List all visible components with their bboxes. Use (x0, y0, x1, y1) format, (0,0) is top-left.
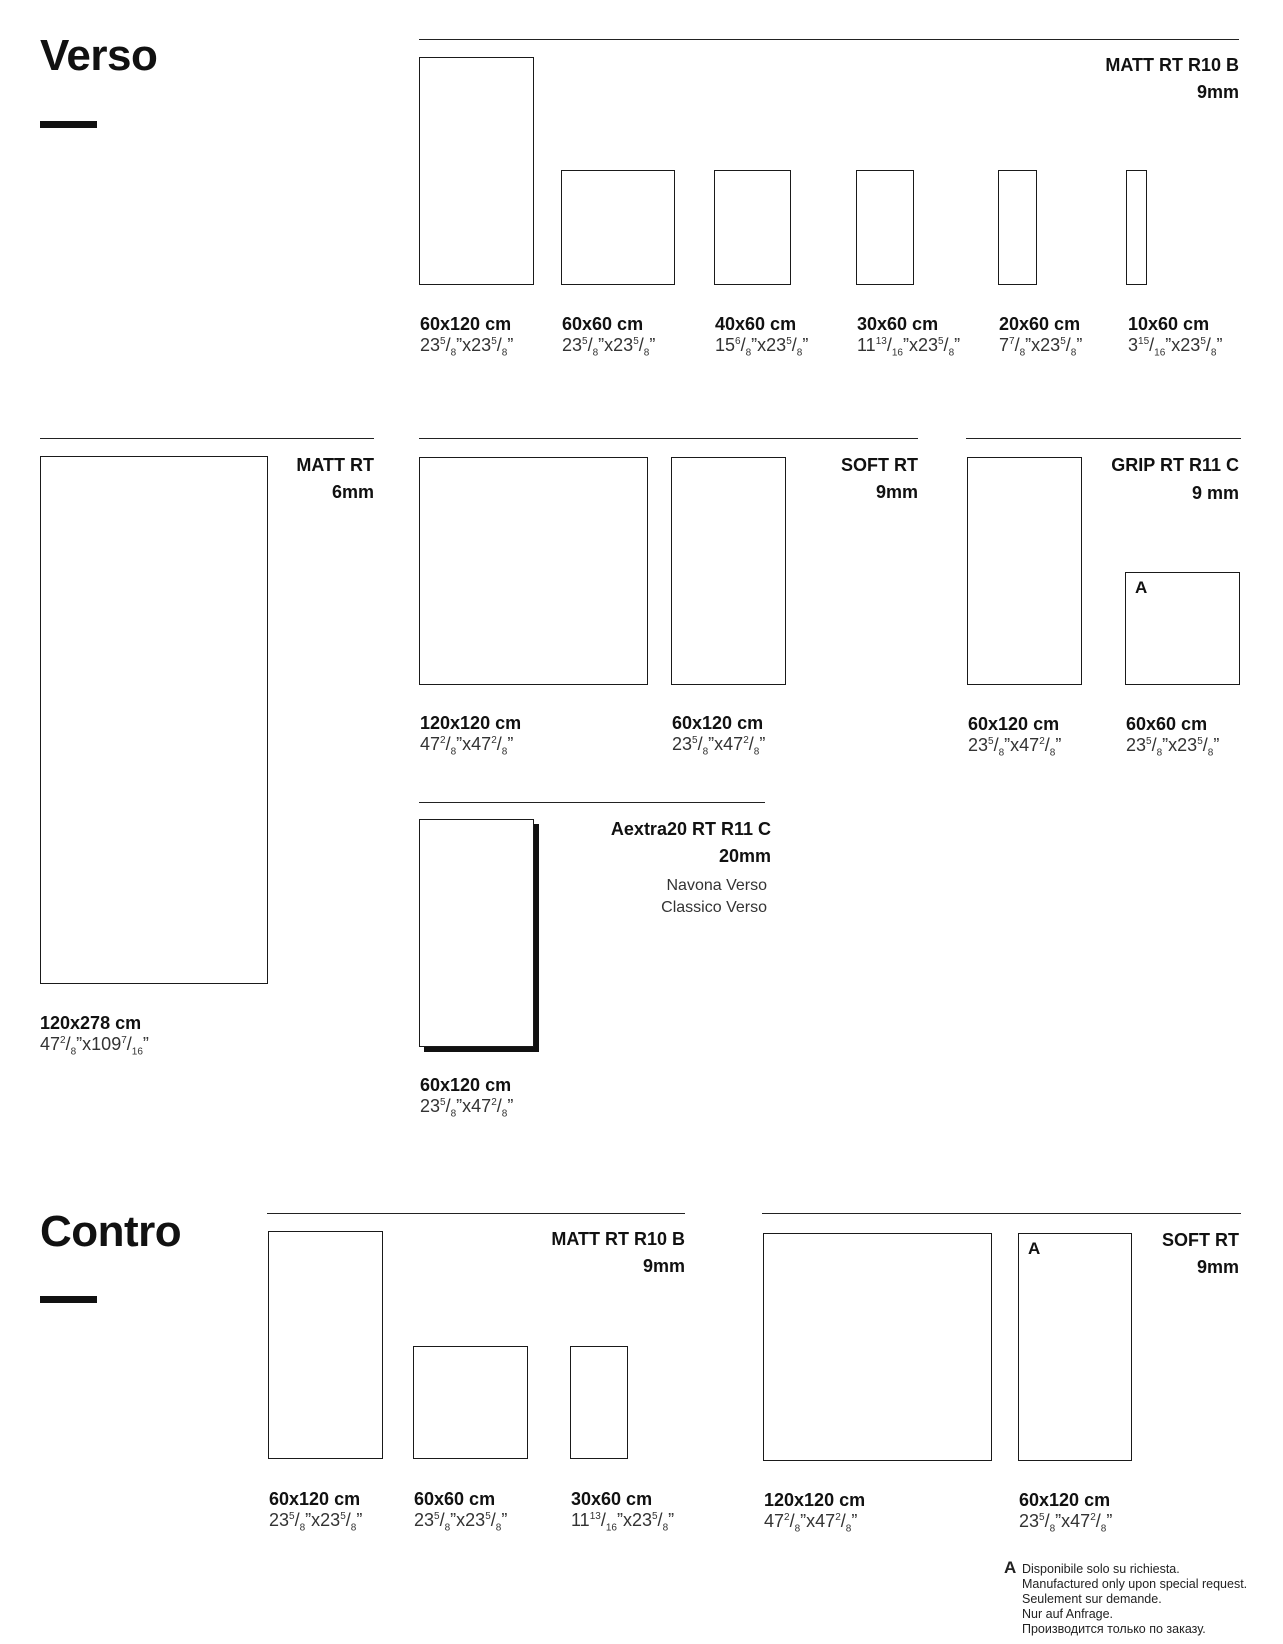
availability-mark: A (1028, 1239, 1041, 1258)
finish-label: GRIP RT R11 C (1111, 455, 1239, 475)
section-title-verso: Verso (40, 31, 158, 80)
footnote-line: Производится только по заказу. (1022, 1622, 1206, 1636)
tile-size-inch: $23^5/_8”x23^5/_8$” (414, 1510, 508, 1534)
tile-size-inch: $23^5/_8”x23^5/_8$” (1126, 735, 1220, 759)
tile-shape (714, 170, 791, 285)
tile-size-cm: 60x120 cm (968, 714, 1060, 734)
thickness-label: 9 mm (1191, 483, 1239, 503)
tile-caption (1126, 714, 1220, 759)
tile-size-cm: 60x120 cm (420, 1075, 512, 1095)
tile-size-cm: 20x60 cm (999, 314, 1081, 334)
tile-shape (1126, 170, 1147, 285)
finish-label: MATT RT (296, 455, 374, 475)
tile-caption (764, 1490, 866, 1535)
finish-label: MATT RT R10 B (551, 1229, 685, 1249)
thickness-label: 9mm (1196, 82, 1239, 102)
section-divider (762, 1213, 1241, 1214)
tile-size-cm: 60x60 cm (1126, 714, 1208, 734)
tile-size-inch: $11^{13}/_{16}”x23^5/_8$” (857, 335, 961, 359)
tile-caption (968, 714, 1062, 759)
tile-shape (419, 819, 534, 1047)
tile-caption (414, 1489, 508, 1534)
tile-shape (40, 456, 268, 984)
tile-caption (562, 314, 656, 359)
tile-caption (420, 1075, 514, 1120)
tile-size-inch: $23^5/_8”x47^2/_8$” (1019, 1511, 1113, 1535)
section-divider (267, 1213, 685, 1214)
tile-shape (419, 457, 648, 685)
tile-caption (420, 314, 514, 359)
tile-size-inch: $23^5/_8”x47^2/_8$” (420, 1096, 514, 1120)
footnote-line: Nur auf Anfrage. (1022, 1607, 1114, 1621)
section-divider (966, 438, 1241, 439)
tile-shape (856, 170, 914, 285)
footnote-line: Disponibile solo su richiesta. (1022, 1562, 1180, 1576)
tile-size-inch: $3^{15}/_{16}”x23^5/_8$” (1128, 335, 1223, 359)
section-divider (419, 802, 765, 803)
thickness-label: 9mm (1196, 1257, 1239, 1277)
section-divider (419, 39, 1239, 40)
tile-shape (268, 1231, 383, 1459)
tile-shape (413, 1346, 528, 1459)
finish-label: SOFT RT (841, 455, 918, 475)
tile-shape (998, 170, 1037, 285)
tile-size-cm: 60x120 cm (1019, 1490, 1111, 1510)
tile-size-inch: $15^6/_8”x23^5/_8$” (715, 335, 809, 359)
finish-label: MATT RT R10 B (1105, 55, 1239, 75)
title-underline (40, 121, 97, 128)
tile-caption (715, 314, 809, 359)
section-divider (40, 438, 374, 439)
product-note: Navona Verso (666, 877, 767, 894)
tile-shape (1018, 1233, 1132, 1461)
tile-caption (672, 713, 766, 758)
tile-size-cm: 30x60 cm (857, 314, 939, 334)
tile-size-cm: 30x60 cm (571, 1489, 653, 1509)
tile-caption (1019, 1490, 1113, 1535)
tile-size-inch: $7^7/_8”x23^5/_8$” (999, 335, 1083, 359)
tile-size-cm: 60x60 cm (562, 314, 644, 334)
tile-shape (967, 457, 1082, 685)
availability-mark: A (1135, 578, 1148, 597)
tile-shape (671, 457, 786, 685)
tile-size-inch: $23^5/_8”x23^5/_8$” (269, 1510, 363, 1534)
tile-size-cm: 120x278 cm (40, 1013, 142, 1033)
thickness-label: 6mm (331, 482, 374, 502)
tile-caption (571, 1489, 675, 1534)
tile-caption (857, 314, 961, 359)
tile-shape (570, 1346, 628, 1459)
finish-label: SOFT RT (1162, 1230, 1239, 1250)
thickness-label: 20mm (718, 846, 771, 866)
tile-size-inch: $23^5/_8”x23^5/_8$” (420, 335, 514, 359)
tile-size-inch: $23^5/_8”x23^5/_8$” (562, 335, 656, 359)
title-underline (40, 1296, 97, 1303)
tile-size-cm: 60x120 cm (269, 1489, 361, 1509)
tile-caption (1128, 314, 1223, 359)
availability-footnote (1004, 1558, 1248, 1637)
tile-size-cm: 60x120 cm (672, 713, 764, 733)
section-divider (419, 438, 918, 439)
tile-size-cm: 120x120 cm (420, 713, 522, 733)
tile-caption (40, 1013, 149, 1058)
availability-mark: A (1004, 1558, 1017, 1577)
tile-size-inch: $23^5/_8”x47^2/_8$” (672, 734, 766, 758)
tile-shape (1125, 572, 1240, 685)
tile-size-inch: $23^5/_8”x47^2/_8$” (968, 735, 1062, 759)
tile-caption (999, 314, 1083, 359)
tile-shape (419, 57, 534, 285)
product-note: Classico Verso (661, 899, 767, 916)
tile-size-cm: 10x60 cm (1128, 314, 1210, 334)
section-title-contro: Contro (40, 1207, 182, 1256)
tile-size-inch: $47^2/_8”x109^7/_{16}$” (40, 1034, 149, 1058)
tile-shape (763, 1233, 992, 1461)
footnote-line: Seulement sur demande. (1022, 1592, 1162, 1606)
tile-size-cm: 60x60 cm (414, 1489, 496, 1509)
footnote-line: Manufactured only upon special request. (1022, 1577, 1248, 1591)
thickness-label: 9mm (642, 1256, 685, 1276)
tile-size-cm: 120x120 cm (764, 1490, 866, 1510)
tile-shape (561, 170, 675, 285)
tile-size-inch: $47^2/_8”x47^2/_8$” (420, 734, 514, 758)
thickness-label: 9mm (875, 482, 918, 502)
finish-label: Aextra20 RT R11 C (610, 819, 771, 839)
tile-size-cm: 60x120 cm (420, 314, 512, 334)
tile-caption (269, 1489, 363, 1534)
tile-size-inch: $11^{13}/_{16}”x23^5/_8$” (571, 1510, 675, 1534)
tile-size-inch: $47^2/_8”x47^2/_8$” (764, 1511, 858, 1535)
tile-caption (420, 713, 522, 758)
tile-size-cm: 40x60 cm (715, 314, 797, 334)
